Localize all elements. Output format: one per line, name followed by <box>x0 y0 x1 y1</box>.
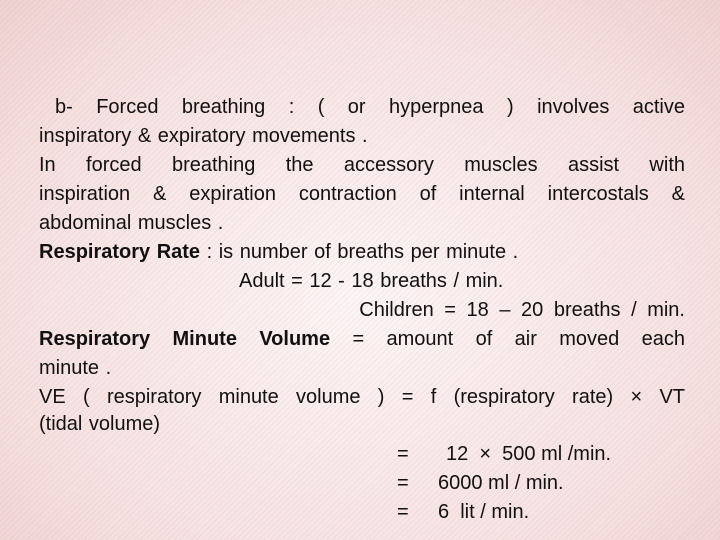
calc-expr-1: 12 × 500 ml /min. <box>446 443 612 465</box>
minute-volume-definition-cont: minute . <box>39 357 112 379</box>
calc-sign-3: = <box>397 501 409 523</box>
calc-sign-2: = <box>397 472 409 494</box>
forced-breathing-line-4: inspiration & expiration contraction of internal intercostals & <box>39 183 685 205</box>
respiratory-rate-text: : is number of breaths per minute . <box>200 241 519 263</box>
minute-volume-formula-cont: (tidal volume) <box>39 413 161 435</box>
minute-volume-formula: VE ( respiratory minute volume ) = f (respiratory rate) × VT <box>39 386 685 408</box>
minute-volume-text: = amount of air moved each <box>330 328 685 350</box>
respiratory-rate-label: Respiratory Rate <box>39 241 201 263</box>
forced-breathing-line-1: b- Forced breathing : ( or hyperpnea ) involves active <box>55 96 685 118</box>
minute-volume-definition <box>39 327 685 351</box>
children-rate: Children = 18 – 20 breaths / min. <box>359 299 685 321</box>
forced-breathing-line-5: abdominal muscles . <box>39 212 224 234</box>
calc-sign-1: = <box>397 443 409 465</box>
calc-expr-3: 6 lit / min. <box>438 501 530 523</box>
forced-breathing-line-2: inspiratory & expiratory movements . <box>39 125 368 147</box>
calc-expr-2: 6000 ml / min. <box>438 472 564 494</box>
respiratory-rate-definition <box>39 240 518 264</box>
adult-rate: Adult = 12 - 18 breaths / min. <box>239 270 504 292</box>
minute-volume-label: Respiratory Minute Volume <box>39 328 331 350</box>
forced-breathing-line-3: In forced breathing the accessory muscles assist with <box>39 154 685 176</box>
